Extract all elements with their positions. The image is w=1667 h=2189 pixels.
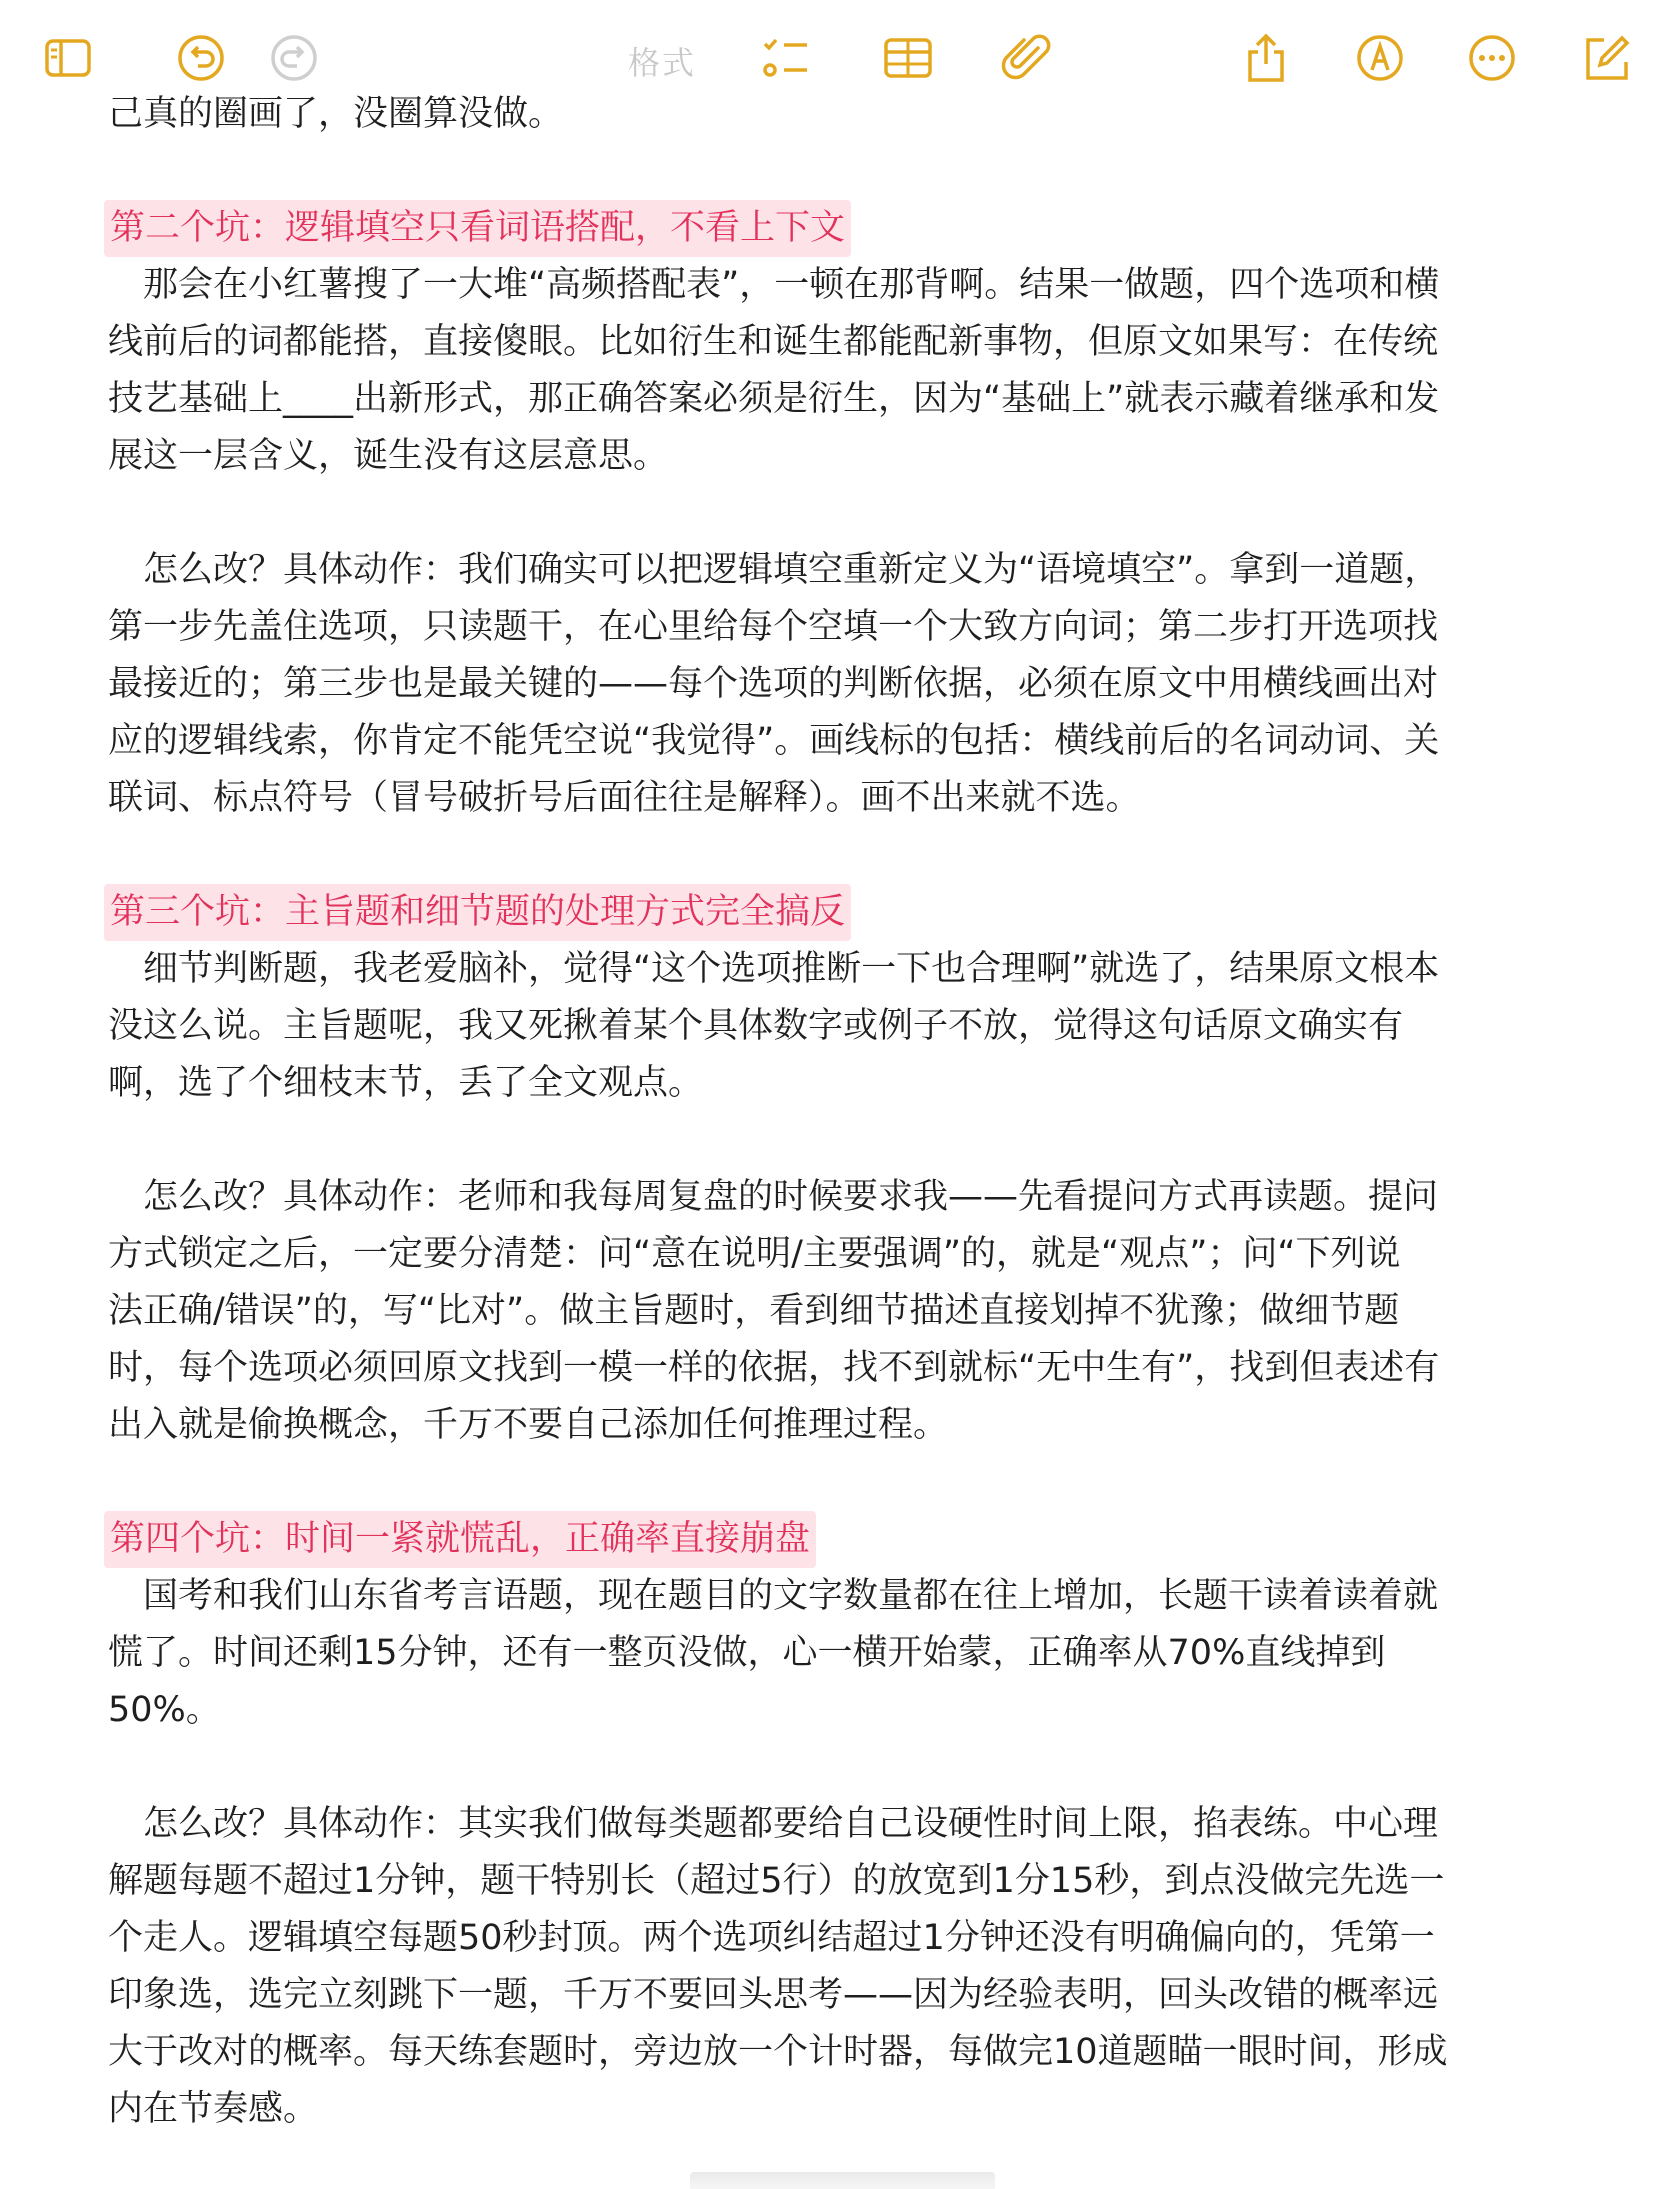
redo-icon[interactable] xyxy=(268,32,320,84)
note-line: 印象选，选完立刻跳下一题，千万不要回头思考——因为经验表明，回头改错的概率远 xyxy=(108,1975,1439,2015)
paperclip-icon[interactable] xyxy=(1000,32,1052,84)
note-line: 细节判断题，我老爱脑补，觉得“这个选项推断一下也合理啊”就选了，结果原文根本 xyxy=(108,949,1440,989)
note-line: 线前后的词都能搭，直接傻眼。比如衍生和诞生都能配新事物，但原文如果写：在传统 xyxy=(108,322,1439,362)
note-line: 慌了。时间还剩15分钟，还有一整页没做，心一横开始蒙，正确率从70%直线掉到 xyxy=(108,1633,1386,1673)
note-line: 那会在小红薯搜了一大堆“高频搭配表”，一顿在那背啊。结果一做题，四个选项和横 xyxy=(108,265,1440,305)
section-heading: 第二个坑：逻辑填空只看词语搭配，不看上下文 xyxy=(104,200,851,257)
note-line: 解题每题不超过1分钟，题干特别长（超过5行）的放宽到1分15秒，到点没做完先选一 xyxy=(108,1861,1445,1901)
section-heading: 第三个坑：主旨题和细节题的处理方式完全搞反 xyxy=(104,884,851,941)
format-button[interactable]: 格式 xyxy=(628,44,697,82)
note-line: 己真的圈画了，没圈算没做。 xyxy=(108,94,564,134)
share-icon[interactable] xyxy=(1240,32,1292,84)
section-heading: 第四个坑：时间一紧就慌乱，正确率直接崩盘 xyxy=(104,1511,816,1568)
note-line: 没这么说。主旨题呢，我又死揪着某个具体数字或例子不放，觉得这句话原文确实有 xyxy=(108,1006,1404,1046)
note-line: 怎么改？具体动作：其实我们做每类题都要给自己设硬性时间上限，掐表练。中心理 xyxy=(108,1804,1439,1844)
markup-icon[interactable] xyxy=(1354,32,1406,84)
note-line: 怎么改？具体动作：老师和我每周复盘的时候要求我——先看提问方式再读题。提问 xyxy=(108,1177,1439,1217)
note-line: 最接近的；第三步也是最关键的——每个选项的判断依据，必须在原文中用横线画出对 xyxy=(108,664,1439,704)
compose-icon[interactable] xyxy=(1580,32,1632,84)
note-line: 50%。 xyxy=(108,1690,221,1730)
note-sections xyxy=(108,200,1568,2138)
note-line: 个走人。逻辑填空每题50秒封顶。两个选项纠结超过1分钟还没有明确偏向的，凭第一 xyxy=(108,1918,1435,1958)
note-line: 怎么改？具体动作：我们确实可以把逻辑填空重新定义为“语境填空”。拿到一道题， xyxy=(108,550,1440,590)
note-toolbar xyxy=(0,0,1667,120)
note-line: 展这一层含义，诞生没有这层意思。 xyxy=(108,436,669,476)
checklist-icon[interactable] xyxy=(760,32,812,84)
note-line: 国考和我们山东省考言语题，现在题目的文字数量都在往上增加，长题干读着读着就 xyxy=(108,1576,1439,1616)
note-line: 技艺基础上____出新形式，那正确答案必须是衍生，因为“基础上”就表示藏着继承和发 xyxy=(108,379,1440,419)
note-line: 时，每个选项必须回原文找到一模一样的依据，找不到就标“无中生有”，找到但表述有 xyxy=(108,1348,1440,1388)
more-icon[interactable] xyxy=(1466,32,1518,84)
note-line: 啊，选了个细枝末节，丢了全文观点。 xyxy=(108,1063,704,1103)
sidebar-icon[interactable] xyxy=(42,32,94,84)
note-line: 出入就是偷换概念，千万不要自己添加任何推理过程。 xyxy=(108,1405,949,1445)
note-line: 联词、标点符号（冒号破折号后面往往是解释）。画不出来就不选。 xyxy=(108,778,1141,818)
undo-icon[interactable] xyxy=(175,32,227,84)
table-icon[interactable] xyxy=(882,32,934,84)
note-line: 法正确/错误”的，写“比对”。做主旨题时，看到细节描述直接划掉不犹豫；做细节题 xyxy=(108,1291,1400,1331)
note-line: 方式锁定之后，一定要分清楚：问“意在说明/主要强调”的，就是“观点”；问“下列说 xyxy=(108,1234,1401,1274)
note-line: 内在节奏感。 xyxy=(108,2089,319,2129)
note-body[interactable] xyxy=(108,86,1568,2138)
note-line: 应的逻辑线索，你肯定不能凭空说“我觉得”。画线标的包括：横线前后的名词动词、关 xyxy=(108,721,1440,761)
note-line: 第一步先盖住选项，只读题干，在心里给每个空填一个大致方向词；第二步打开选项找 xyxy=(108,607,1439,647)
scroll-indicator xyxy=(690,2172,995,2189)
note-line: 大于改对的概率。每天练套题时，旁边放一个计时器，每做完10道题瞄一眼时间，形成 xyxy=(108,2032,1448,2072)
